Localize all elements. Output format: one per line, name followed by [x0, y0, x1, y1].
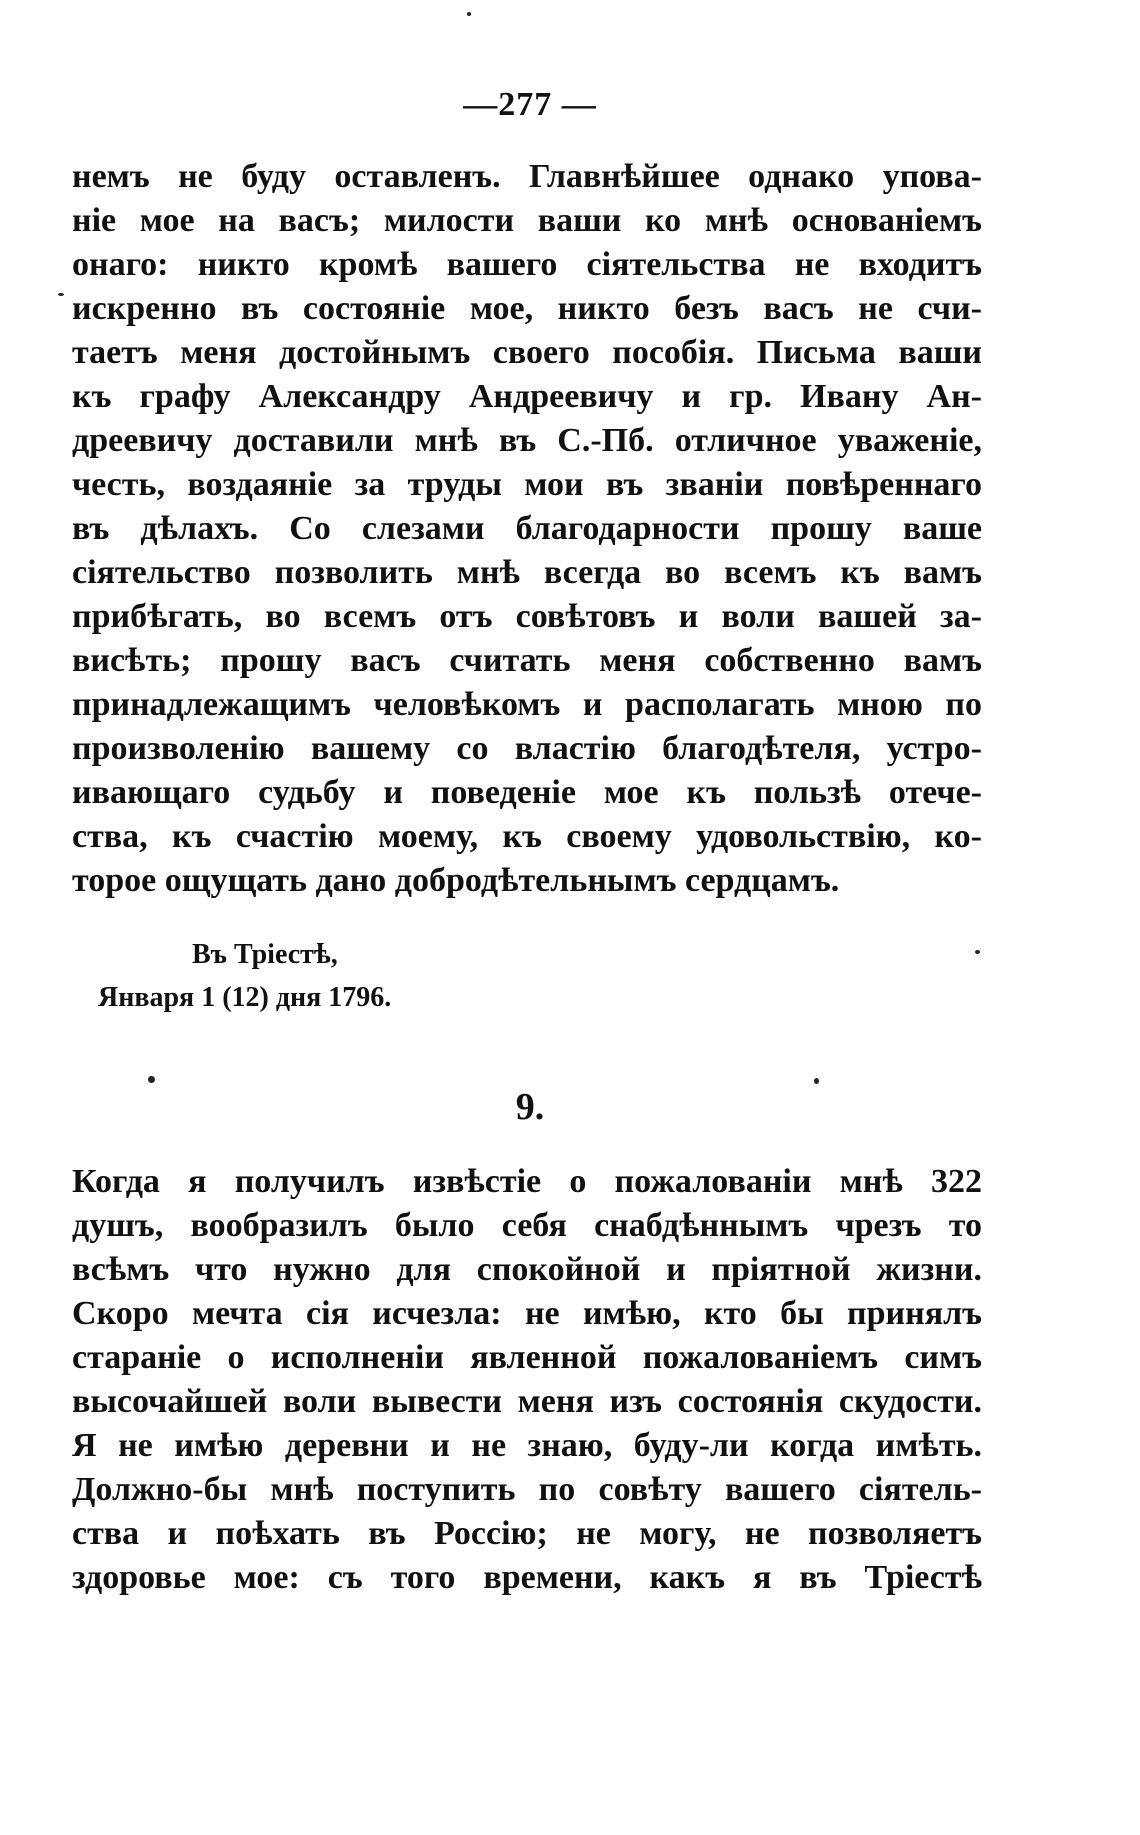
scan-speck	[148, 1076, 155, 1083]
letter-2-line: высочайшей воли вывести меня изъ состоянія скудости.	[72, 1383, 982, 1420]
letter-1-line: ніе мое на васъ; милости ваши ко мнѣ основаніемъ	[72, 202, 982, 239]
scan-speck	[814, 1078, 819, 1084]
letter-1-line: искренно въ состояніе мое, никто безъ васъ не счи-	[72, 290, 982, 327]
letter-2-line: всѣмъ что нужно для спокойной и пріятной жизни.	[72, 1251, 982, 1288]
letter-2-line: ства и поѣхать въ Россію; не могу, не позволяетъ	[72, 1515, 982, 1552]
letter-1-line: таетъ меня достойнымъ своего пособія. Письма ваши	[72, 334, 982, 371]
letter-2-line: Скоро мечта сія исчезла: не имѣю, кто бы принялъ	[72, 1295, 982, 1332]
letter-1-line: сіятельство позволить мнѣ всегда во всемъ къ вамъ	[72, 554, 982, 591]
letter-1-line: висѣть; прошу васъ считать меня собственно вамъ	[72, 642, 982, 679]
letter-2-line: Должно-бы мнѣ поступить по совѣту вашего сіятель-	[72, 1471, 982, 1508]
signature-date: Января 1 (12) дня 1796.	[98, 982, 392, 1013]
letter-1-line: къ графу Александру Андреевичу и гр. Ивану Ан-	[72, 378, 982, 415]
letter-1-line: въ дѣлахъ. Со слезами благодарности прошу ваше	[72, 510, 982, 547]
page-number: —277 —	[463, 86, 597, 123]
letter-1-line: немъ не буду оставленъ. Главнѣйшее однако упова-	[72, 158, 982, 195]
letter-1-line: ивающаго судьбу и поведеніе мое къ пользѣ отече-	[72, 774, 982, 811]
letter-1-line: дреевичу доставили мнѣ въ С.-Пб. отличное уваженіе,	[72, 422, 982, 459]
letter-2-line: стараніе о исполненіи явленной пожалованіемъ симъ	[72, 1339, 982, 1376]
letter-2-line: душъ, вообразилъ было себя снабдѣннымъ чрезъ то	[72, 1207, 982, 1244]
letter-1-body	[72, 155, 982, 903]
scan-speck	[975, 950, 980, 954]
letter-1-line: онаго: никто кромѣ вашего сіятельства не входитъ	[72, 246, 982, 283]
letter-2-line: Я не имѣю деревни и не знаю, буду-ли когда имѣть.	[72, 1427, 982, 1464]
letter-2-line: здоровье мое: съ того времени, какъ я въ Тріестѣ	[72, 1559, 982, 1596]
letter-1-line: прибѣгать, во всемъ отъ совѣтовъ и воли вашей за-	[72, 598, 982, 635]
letter-1-line: ства, къ счастію моему, къ своему удовольствію, ко-	[72, 818, 982, 855]
letter-1-line: торое ощущать дано добродѣтельнымъ сердцамъ.	[72, 862, 840, 899]
letter-1-line: принадлежащимъ человѣкомъ и располагать мною по	[72, 686, 982, 723]
letter-1-line: честь, воздаяніе за труды мои въ званіи повѣреннаго	[72, 466, 982, 503]
scan-speck	[58, 293, 64, 296]
letter-number: 9.	[515, 1086, 545, 1128]
letter-2-body	[72, 1160, 982, 1600]
letter-2-line: Когда я получилъ извѣстіе о пожалованіи мнѣ 322	[72, 1163, 982, 1200]
signature-place: Въ Тріестѣ,	[192, 939, 338, 970]
letter-1-line: произволенію вашему со властію благодѣтеля, устро-	[72, 730, 982, 767]
scan-speck	[467, 12, 471, 16]
